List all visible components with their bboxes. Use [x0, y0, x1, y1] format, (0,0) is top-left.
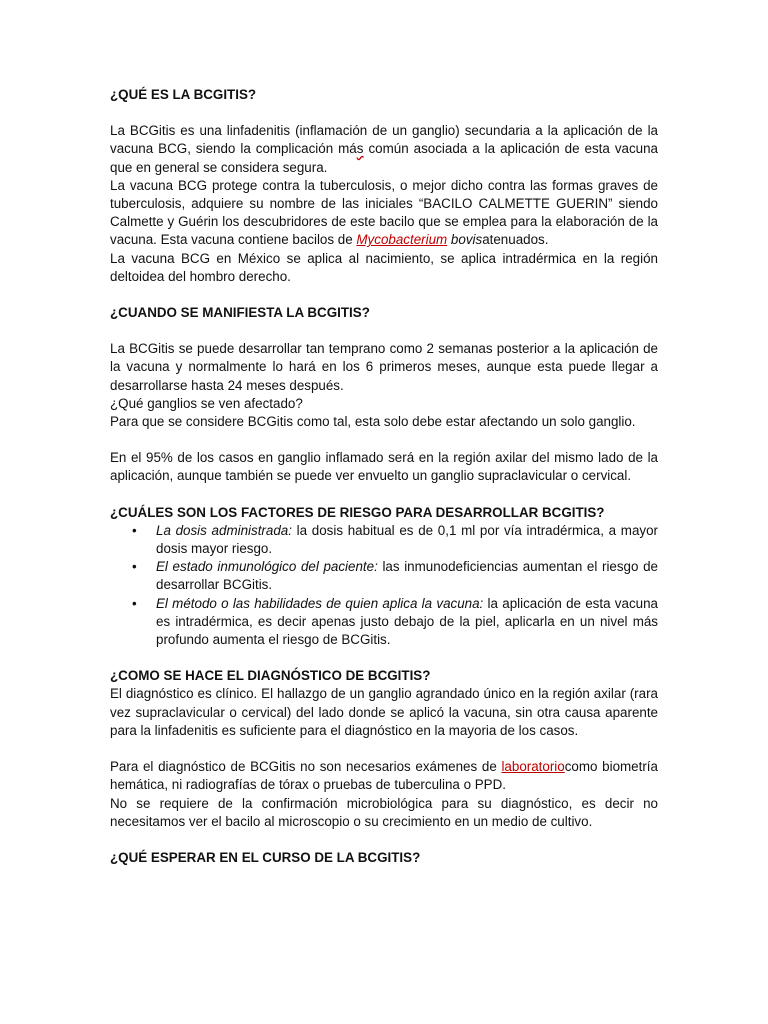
item-text: la dosis habitual es de 0,1 ml por vía intradérmica, a mayor dosis mayor riesgo. — [156, 522, 659, 557]
item-text: la aplicación de esta vacuna es intradérmica, es decir apenas justo debajo de la piel, aplicarla en un nivel más profundo aumenta el riesgo de BCGitis. — [156, 595, 658, 648]
item-term: La dosis administrada: — [156, 522, 292, 538]
spelling-mark: s — [356, 141, 364, 157]
paragraph-lab — [110, 758, 658, 794]
item-text: las inmunodeficiencias aumentan el riesgo de desarrollar BCGitis. — [156, 559, 658, 593]
heading-factores: ¿CUÁLES SON LOS FACTORES DE RIESGO PARA DESARROLLAR BCGITIS? — [110, 504, 605, 520]
paragraph-microbiology: No se requiere de la confirmación microbiológica para su diagnóstico, es decir no necesitamos ver el bacilo al microscopio o su crecimiento en un medio de cultivo. — [110, 795, 658, 829]
text-run: La vacuna BCG protege contra la tuberculosis, o mejor dicho contra las formas graves de tuberculosis, adquiere su nombre de las iniciales “BACILO CALMETTE GUERIN” siendo Calmette y Guérin los descubridores de este bacilo que se emplea para la elaboración de la vacuna. Esta vacuna contiene bacilos de — [110, 177, 658, 248]
text-run: como biometría hemática, ni radiografías de tórax o pruebas de tuberculina o PPD. — [110, 759, 658, 793]
paragraph-mexico: La vacuna BCG en México se aplica al nacimiento, se aplica intradérmica en la región deltoidea del hombro derecho. — [110, 250, 658, 284]
risk-factor-list — [110, 522, 658, 649]
text-run: La BCGitis es una linfadenitis (inflamación de un ganglio) secundaria a la aplicación de la vacuna BCG, siendo la complicación má — [110, 123, 658, 157]
text-run: Para el diagnóstico de BCGitis no son necesarios exámenes de — [110, 759, 502, 775]
paragraph-timing: La BCGitis se puede desarrollar tan temprano como 2 semanas posterior a la aplicación de la vacuna y normalmente lo hará en los 6 primeros meses, aunque esta puede llegar a desarrollarse hasta 24 meses después. — [110, 341, 658, 393]
paragraph-single-node: Para que se considere BCGitis como tal, esta solo debe estar afectando un solo ganglio. — [110, 414, 636, 430]
list-item — [110, 595, 658, 650]
text-italic: bovis — [447, 232, 483, 248]
paragraph-vaccine — [110, 177, 658, 250]
text-run: común asociada a la aplicación de esta vacuna que en general se considera segura. — [110, 141, 658, 175]
bullet-icon: • — [132, 522, 137, 538]
paragraph-question: ¿Qué ganglios se ven afectado? — [110, 395, 303, 411]
item-term: El estado inmunológico del paciente: — [156, 559, 378, 575]
paragraph-definition — [110, 122, 658, 177]
heading-que-es: ¿QUÉ ES LA BCGITIS? — [110, 87, 257, 102]
paragraph-axillary: En el 95% de los casos en ganglio inflamado será en la región axilar del mismo lado de la aplicación, aunque también se puede ver envuelto un ganglio supraclavicular o cervical. — [110, 450, 658, 484]
item-term: El método o las habilidades de quien aplica la vacuna: — [156, 595, 484, 611]
paragraph-clinical: El diagnóstico es clínico. El hallazgo de un ganglio agrandado único en la región axilar (rara vez supraclavicular o cervical) del lado donde se aplicó la vacuna, sin otra causa aparente para la linfadenitis es suficiente para el diagnóstico en la mayoria de los casos. — [110, 686, 658, 738]
list-item — [110, 558, 658, 594]
document-page — [110, 86, 658, 867]
heading-curso: ¿QUÉ ESPERAR EN EL CURSO DE LA BCGITIS? — [110, 849, 421, 865]
bullet-icon: • — [132, 559, 137, 575]
bullet-icon: • — [132, 595, 137, 611]
heading-diagnostico: ¿COMO SE HACE EL DIAGNÓSTICO DE BCGITIS? — [110, 668, 431, 684]
text-run: atenuados. — [482, 232, 549, 248]
link-laboratorio[interactable]: laboratorio — [501, 759, 565, 775]
link-mycobacterium[interactable]: Mycobacterium — [356, 232, 448, 248]
list-item — [110, 522, 658, 558]
heading-cuando: ¿CUANDO SE MANIFIESTA LA BCGITIS? — [110, 305, 370, 321]
